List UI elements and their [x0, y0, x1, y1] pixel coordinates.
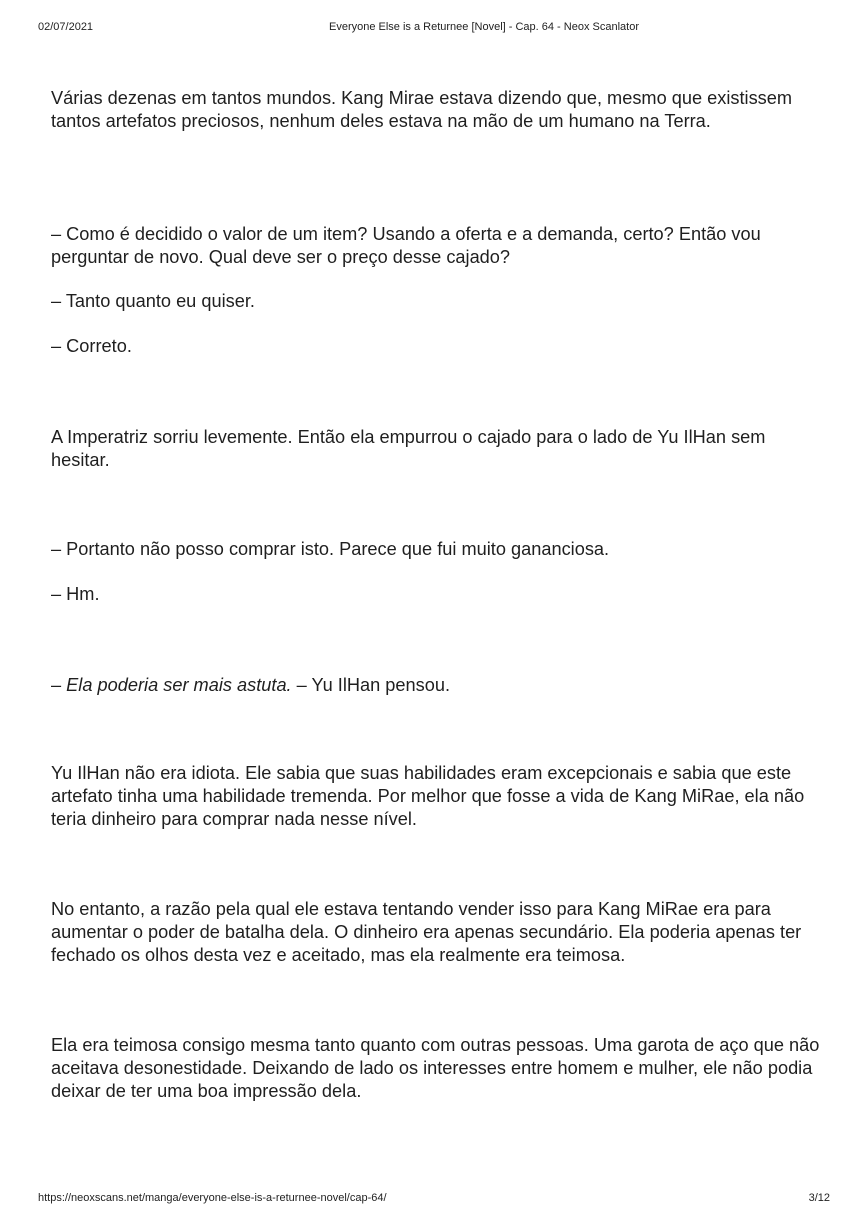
italic-thought: Ela poderia ser mais astuta. — [66, 675, 292, 695]
paragraph-rest: – Yu IlHan pensou. — [291, 675, 451, 695]
paragraph: – Tanto quanto eu quiser. — [51, 291, 255, 311]
paragraph: – Portanto não posso comprar isto. Parece que fui muito gananciosa. — [51, 539, 610, 559]
dash: – — [51, 675, 67, 695]
paragraph-with-italic — [51, 674, 821, 697]
paragraph: A Imperatriz sorriu levemente. Então ela empurrou o cajado para o lado de Yu IlHan sem hesitar. — [51, 427, 766, 470]
paragraph: – Hm. — [51, 584, 100, 604]
page-url: https://neoxscans.net/manga/everyone-else-is-a-returnee-novel/cap-64/ — [38, 1192, 387, 1204]
paragraph: – Como é decidido o valor de um item? Usando a oferta e a demanda, certo? Então vou perguntar de novo. Qual deve ser o preço desse cajado? — [51, 224, 761, 267]
print-date: 02/07/2021 — [38, 21, 94, 33]
page-title: Everyone Else is a Returnee [Novel] - Cap. 64 - Neox Scanlator — [329, 21, 639, 33]
paragraph: Várias dezenas em tantos mundos. Kang Mirae estava dizendo que, mesmo que existissem tantos artefatos preciosos, nenhum deles estava na mão de um humano na Terra. — [51, 88, 793, 131]
paragraph: – Correto. — [51, 336, 132, 356]
paragraph: Yu IlHan não era idiota. Ele sabia que suas habilidades eram excepcionais e sabia que este artefato tinha uma habilidade tremenda. Por melhor que fosse a vida de Kang MiRae, ela não teria dinheiro para comprar nada nesse nível. — [51, 763, 805, 829]
paragraph: No entanto, a razão pela qual ele estava tentando vender isso para Kang MiRae era para aumentar o poder de batalha dela. O dinheiro era apenas secundário. Ela poderia apenas ter fechado os olhos desta vez e aceitado, mas ela realmente era teimosa. — [51, 899, 802, 965]
page-number: 3/12 — [808, 1192, 830, 1204]
paragraph: Ela era teimosa consigo mesma tanto quanto com outras pessoas. Uma garota de aço que não aceitava desonestidade. Deixando de lado os interesses entre homem e mulher, ele não podia deixar de ter uma boa impressão dela. — [51, 1035, 820, 1101]
